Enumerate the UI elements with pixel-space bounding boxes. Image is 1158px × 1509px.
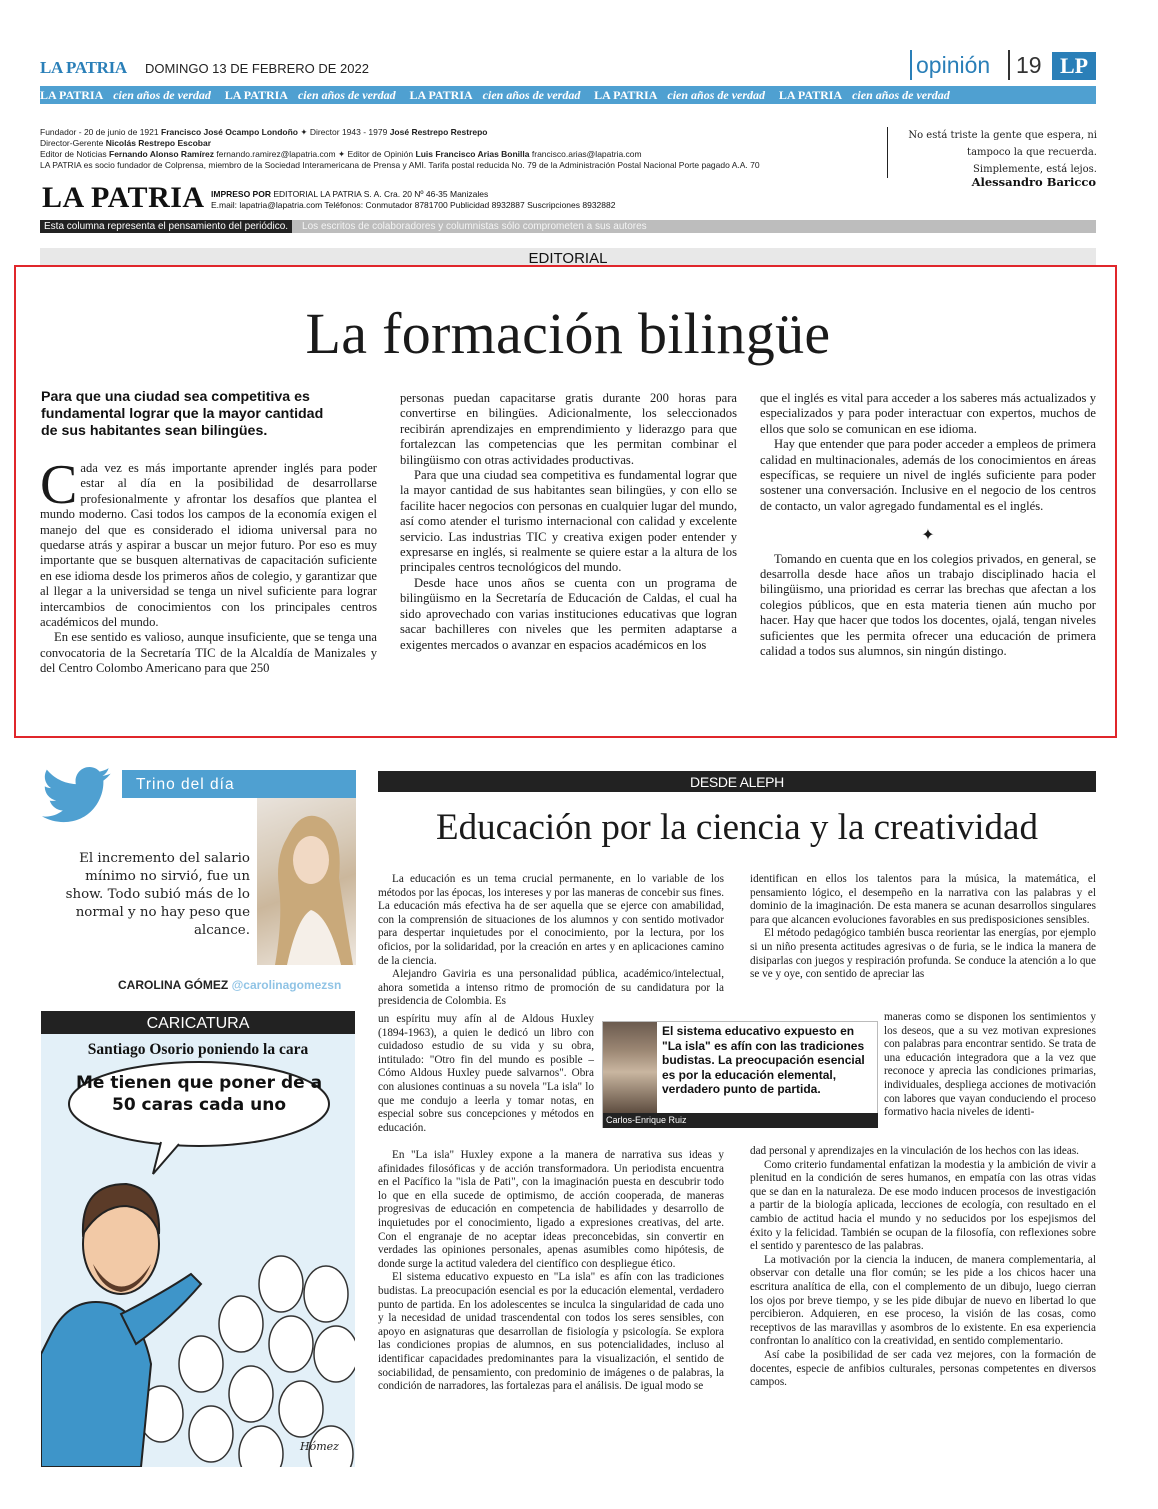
- paragraph: Para que una ciudad sea competitiva es fundamental lograr que la mayor cantidad de sus habitantes sean bilingües, y con ello se facilite hacer negocios con personas en cualquier lugar del mundo, así como atender el turismo internacional con calidad y excelente servicio. Las industrias TIC y creativa exigen poder entender y expresarse en inglés, si realmente se quiere estar a la altura de los principales centros tecnológicos del mundo.: [400, 468, 737, 575]
- paragraph: identifican en ellos los talentos para la música, la matemática, el pensamiento lógico, el desempeño en la narrativa con las palabras y el dominio de la imaginación. De esta manera se acunan desarrollos singulares para que alcancen evoluciones favorables en sus predisposiciones sensibles.: [750, 873, 1096, 926]
- print-label: IMPRESO POR: [211, 189, 271, 199]
- news-editor-label: Editor de Noticias: [40, 149, 107, 159]
- band-motto: cien años de verdad: [667, 88, 766, 102]
- director-label: Director 1943 - 1979: [309, 127, 388, 137]
- article-column-2-wrap: [884, 1011, 1096, 1120]
- director-name: José Restrepo Restrepo: [389, 127, 488, 137]
- disclaimer-editorial: Esta columna representa el pensamiento del periódico.: [40, 220, 292, 233]
- portrait-figure: [257, 798, 356, 965]
- print-contacts: E.mail: lapatria@lapatria.com Teléfonos: Conmutador 8781700 Publicidad 8932887 Suscripciones 8932882: [211, 200, 616, 210]
- editorial-lead: Para que una ciudad sea competitiva es fundamental lograr que la mayor cantidad de sus habitantes sean bilingües.: [41, 389, 324, 439]
- paragraph: Alejandro Gaviria es una personalidad pública, académico/intelectual, ahora sometida a intenso ritmo de promoción de su candidatura por la presidencia de Colombia. Es: [378, 968, 724, 1008]
- paragraph: En "La isla" Huxley expone a la manera de narrativa sus ideas y afinidades filosóficas y de acción transformadora. Un periodista encuentra en el Pacífico la "isla de Pati", con la imaginación puesta en descubrir todo lo que en ella sucede de optimismo, de acción cooperada, de maneras progresivas de educación en competencia de habilidades y desarrollo de inquietudes por el conocimiento, ligado a expresiones creativas, del arte. Con el engranaje de no aceptar ideas preconcebidas, sin convertir en verdades las opiniones personales, apenas asumibles como hipótesis, de donde surge la actitud valedera del científico con despliegue ético.: [378, 1149, 724, 1270]
- band-brand: LA PATRIA: [778, 88, 843, 102]
- disclaimer-strip: [40, 220, 1096, 233]
- band-motto: cien años de verdad: [482, 88, 581, 102]
- issue-date: DOMINGO 13 DE FEBRERO DE 2022: [145, 61, 369, 76]
- founder-name: Francisco José Ocampo Londoño: [161, 127, 298, 137]
- diamond-icon: ✦: [337, 149, 348, 159]
- paragraph: maneras como se disponen los sentimientos y los deseos, que a su vez motivan expresiones con palabras para encontrar sentido. Se trata de una educación integradora que a la vez que reconoce y aprecia las condiciones primarias, individuales, despliega acciones de motivación con labores que vayan conduciendo el proceso formativo hacia niveles de identi-: [884, 1011, 1096, 1119]
- diamond-icon: ✦: [300, 127, 310, 137]
- band-motto: cien años de verdad: [852, 88, 950, 102]
- editorial-column-3: [760, 391, 1096, 660]
- band-brand: LA PATRIA: [594, 88, 658, 102]
- photo-caption: Carlos-Enrique Ruiz: [603, 1113, 878, 1128]
- paragraph: El sistema educativo expuesto en "La isla" es afín con las tradiciones budistas. La preocupación esencial es por la educación elemental, verdadero punto de partida. En los adolescentes se inculca la singularidad de cada uno y la necesidad de unidad trascendental con todos los seres sensibles, con apoyo en asignaturas que desarrollan de fisiología y psicología. Se explora las condiciones propias de alumnos, en sus potencialidades, incluso al identificar capacidades predominantes para la visualización, el sentido de sociabilidad, de pensamiento, con predominio de imágenes o de palabras, la condición de narradores, las fortalezas para el análisis. De igual modo se: [378, 1271, 724, 1393]
- paragraph: Así cabe la posibilidad de ser cada vez mejores, con la formación de docentes, especie de anfibios culturales, personas competentes en diversos campos.: [750, 1348, 1096, 1389]
- twitter-bird-icon: [41, 767, 113, 825]
- masthead-logo: LA PATRIA: [42, 181, 205, 214]
- paragraph: que el inglés es vital para acceder a los saberes más actualizados y especializados y para poder interactuar con expertos, muchos de ellos que solo se comunican en ese idioma.: [760, 391, 1096, 436]
- tweet-text: El incremento del salario mínimo no sirvió, fue un show. Todo subió más de lo normal y no hay peso que alcance.: [65, 851, 250, 938]
- columnist-photo: [603, 1022, 657, 1113]
- section-name: opinión: [910, 50, 990, 80]
- cartoon-header: CARICATURA: [41, 1011, 355, 1034]
- column-label: DESDE ALEPH: [378, 771, 1096, 792]
- author-photo: [257, 798, 356, 965]
- cartoonist-signature: Hómez: [300, 1440, 339, 1453]
- pull-quote: El sistema educativo expuesto en "La isla" es afín con las tradiciones budistas. La preocupación esencial es por la educación elemental, verdadero punto de partida.: [662, 1024, 865, 1097]
- article-column-1-bottom: [378, 1149, 724, 1394]
- article-column-2-bottom: [750, 1145, 1096, 1390]
- band-motto: cien años de verdad: [113, 88, 211, 102]
- opinion-editor-label: Editor de Opinión: [347, 149, 414, 159]
- news-editor-name: Fernando Alonso Ramírez: [109, 149, 215, 159]
- print-info: [211, 189, 615, 211]
- lp-logo: LP: [1052, 52, 1096, 80]
- page-number: 19: [1008, 50, 1042, 80]
- paragraph: personas puedan capacitarse gratis durante 200 horas para convertirse en bilingües. Adicionalmente, los seleccionados recibirán aprendizajes en emprendimiento y liderazgo para que fortalezcan las competencias que les permitan combinar el bilingüismo con otras actividades productivas.: [400, 391, 737, 467]
- separator-star-icon: ✦: [921, 527, 935, 545]
- cartoon-title: Santiago Osorio poniendo la cara: [87, 1041, 309, 1058]
- paragraph: un espíritu muy afín al de Aldous Huxley (1894-1963), a quien le dedicó un libro con cuidadoso estudio de su vida y su obra, intitulado: "Otro fin del mundo es posible – Cómo Aldous Huxley puede salvarnos". Obra con alusiones continuas a su novela "La isla" lo que me condujo a leerla y tomar notas, en especial sobre sus concepciones y métodos en educación.: [378, 1013, 594, 1134]
- speech-bubble-text: Me tienen que poner de a 50 caras cada uno: [75, 1073, 323, 1115]
- paragraph: ada vez es más importante aprender inglés para poder estar al día en la posibilidad de desarrollarse profesionalmente y afrontar los desafíos que plantea el mundo moderno. Casi todos los campos de la economía exigen el manejo del que es considerado el idioma universal para no quedarse atrás y aspirar a buscar un mejor futuro. Por eso es muy importante que se busquen alternativas de capacitación suficiente en ese idioma desde los primeros años de colegio, y garantizar que al llegar a la universidad se tenga un nivel suficiente para lograr intercambios de conocimientos con los principales centros académicos del mundo.: [40, 461, 377, 630]
- editorial-column-2: [400, 391, 737, 653]
- news-editor-email[interactable]: fernando.ramirez@lapatria.com: [216, 149, 336, 159]
- manager-name: Nicolás Restrepo Escobar: [105, 138, 212, 148]
- paragraph: El método pedagógico también busca reorientar las energías, por ejemplo si un niño presenta actitudes agresivas o de furia, se le indica la manera de disiparlas con juegos y respiración profunda. Se conduce la atención a lo que se ve y oye, con sentido de apreciar las: [750, 927, 1096, 981]
- masthead-credits: [40, 127, 850, 171]
- drop-cap: C: [40, 454, 78, 516]
- band-brand: LA PATRIA: [409, 88, 473, 102]
- article-column-2-top: [750, 873, 1096, 982]
- band-brand: LA PATRIA: [40, 88, 104, 102]
- quote-of-day: No está triste la gente que espera, ni tampoco la que recuerda. Simplemente, está lejos.: [887, 127, 1097, 178]
- opinion-editor-email[interactable]: francisco.arias@lapatria.com: [531, 149, 642, 159]
- brand-name: LA PATRIA: [40, 58, 127, 77]
- paragraph: Tomando en cuenta que en los colegios privados, en general, se desarrolla desde hace años un trabajo disciplinado hacia el bilingüismo, una prioridad es cerrar las brechas que afectan a los colegios públicos, que en esta materia tienen aún mucho por hacer. Hay que hacer que todos los docentes, ojalá, tengan niveles suficientes que les permita ofrecer una educación de primera calidad a todos sus alumnos, sin ningún distingo.: [760, 551, 1096, 659]
- band-brand: LA PATRIA: [224, 88, 288, 102]
- article-column-1-top: [378, 873, 724, 1009]
- tweet-author-name: CAROLINA GÓMEZ: [118, 978, 229, 992]
- postal-info: LA PATRIA es socio fundador de Colprensa, miembro de la Sociedad Interamericana de Prensa y AMI. Tarifa postal reducida No. 79 de la Administración Postal Nacional Porte pagado A.A. 70: [40, 160, 760, 170]
- print-address: EDITORIAL LA PATRIA S. A. Cra. 20 Nº 46-35 Manizales: [273, 189, 489, 199]
- founder-label: Fundador - 20 de junio de 1921: [40, 127, 159, 137]
- paragraph: dad personal y aprendizajes en la vinculación de los hechos con las ideas.: [750, 1145, 1079, 1157]
- opinion-editor-name: Luis Francisco Arias Bonilla: [415, 149, 530, 159]
- manager-label: Director-Gerente: [40, 138, 104, 148]
- paragraph: Desde hace unos años se cuenta con un programa de bilingüismo en la Secretaría de Educación de Caldas, el cual ha sido aprovechado con varias instituciones educativas que logran sacar bachilleres con niveles que les permiten adaptarse a exigentes mercados o avanzar en espacios académicos en los: [400, 575, 737, 652]
- paragraph: La educación es un tema crucial permanente, en lo variable de los métodos por las épocas, los intereses y por las maneras de concebir sus fines. La educación más efectiva ha de ser aquella que se ejerce con amabilidad, con la comprensión de situaciones de los alumnos y con sentido motivador para despertar inquietudes por el conocimiento, por la lectura, por los oficios, por la solidaridad, por la creación en artes y en aplicaciones camino de la ciencia.: [378, 873, 724, 967]
- article-title: Educación por la ciencia y la creatividad: [436, 807, 1038, 848]
- disclaimer-columnists: Los escritos de colaboradores y columnistas sólo comprometen a sus autores: [302, 221, 647, 232]
- tweet-author: [118, 978, 341, 992]
- band-motto: cien años de verdad: [297, 88, 396, 102]
- article-column-1-wrap: [378, 1013, 594, 1135]
- trino-header: Trino del día: [122, 770, 356, 798]
- paragraph: En ese sentido es valioso, aunque insuficiente, que se tenga una convocatoria de la Secretaría TIC de la Alcaldía de Manizales y del Centro Colombo Americano para que 250: [40, 630, 377, 676]
- editorial-section-label: EDITORIAL: [40, 248, 1096, 265]
- motto-band: [40, 86, 1096, 104]
- quote-author: Alessandro Baricco: [971, 175, 1096, 189]
- paragraph: La motivación por la ciencia la inducen, de manera complementaria, al observar con detalle una flor común; se les pide a los chicos hacer una escritura analítica de ella, con el complemento de un dibujo, luego cierran los ojos por breve tiempo, y se les pide dibujar de nuevo en libertad lo que percibieron. Adquieren, en ese proceso, la visión de las cosas, como receptivos de las maravillas y asombros de lo existente. En esa experiencia confrontan lo analítico con la creatividad, en sentido complementario.: [750, 1253, 1096, 1348]
- editorial-column-1: [40, 454, 377, 677]
- editorial-title: La formación bilingüe: [305, 301, 831, 366]
- paragraph: Hay que entender que para poder acceder a empleos de primera calidad en multinacionales, además de los conocimientos en áreas específicas, se requiere un nivel de inglés suficiente para poder sostener una conversación. Inclusive en el negocio de los centros de contacto, un valor agregado fundamental es el inglés.: [760, 437, 1096, 513]
- tweet-handle[interactable]: @carolinagomezsn: [231, 978, 342, 992]
- paragraph: Como criterio fundamental enfatizan la modestia y la ambición de vivir a plenitud en la condición de seres humanos, en empatía con las otras vidas que se dan en la naturaleza. De ese modo inducen procesos de investigación a partir de la biología aplicada, lecciones de ecología, con resultado en el cambio de actitud hacia el mundo y no seducidos por los espejismos del éxito y la felicidad. También se ocupan de la filosofía, con reflexiones sobre el sentido y parentesco de las palabras.: [750, 1158, 1096, 1253]
